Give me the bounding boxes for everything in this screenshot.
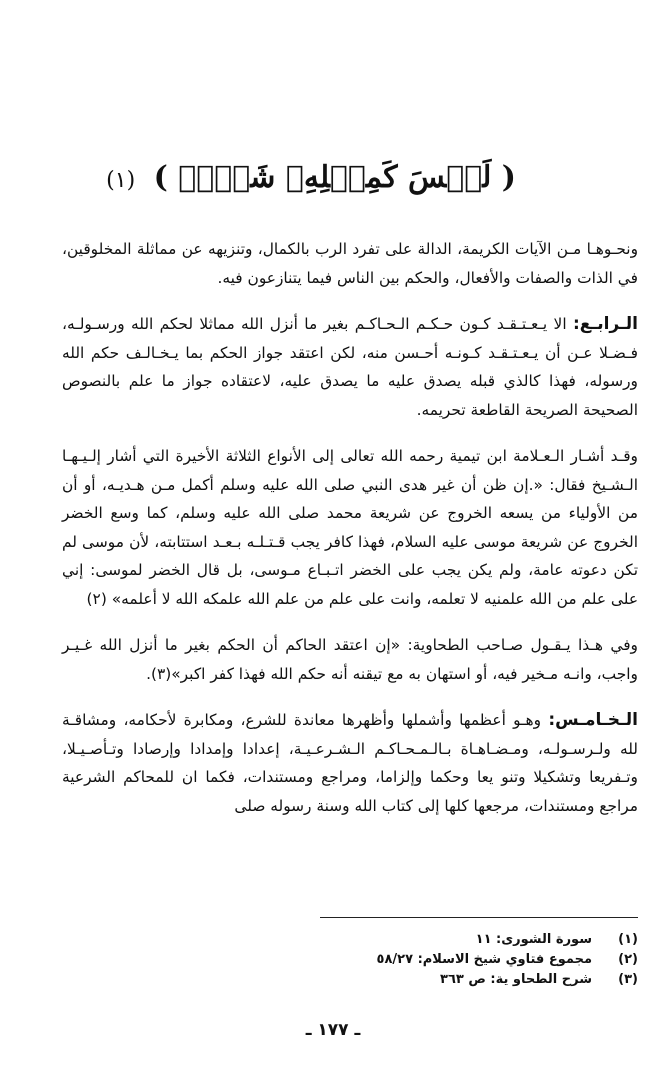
footnote-item [62, 970, 638, 990]
paragraph-5 [62, 706, 638, 820]
verse-text: ( لَيۡسَ كَمِثۡلِهِۦ شَيۡءٞ ) [153, 160, 516, 195]
paragraph-text: الا يـعـتـقـد كـون حـكـم الـحـاكـم بغير ما أنزل الله مماثلا لحكم الله ورسـولـه، فـضـلا عـن أن يـعـتـقـد كـونـه أحـسن منه، لكن اعتقد جواز الحكم بما يـخـالـف حكم الله ورسوله، فهذا كالذي قبله يصدق عليه ما يصدق عليه، لاعتقاده جواز ما علم بالنصوص الصحيحة الصريحة القاطعة تحريمه. [62, 315, 638, 419]
footnote-text: شرح الطحاو ية: ص ٣٦٣ [440, 972, 592, 987]
quranic-verse-heading [106, 160, 516, 195]
footnote-text: مجموع فتاوي شيخ الاسلام: ٥٨/٢٧ [376, 952, 592, 967]
paragraph-text: وقـد أشـار الـعـلامة ابن تيمية رحمه الله تعالى إلى الأنواع الثلاثة الأخيرة التي أشار إلـيـهـا الـشـيخ فقال: «.إن ظن أن غير هدى النبي صلى الله عليه وسلم أكمل مـن هـديـه، أو أن من الأولياء من يسعه الخروج عن شريعة محمد صلى الله عليه وسلم، كما وسع الخضر الخروج عن شريعة موسى عليه السلام، فهذا كافر يجب قـتـلـه بـعـد استتابته، لأن موسى لم تكن دعوته عامة، ولم يكن يجب على الخضر اتـبـاع مـوسى، بل قال الخضر لموسى: إني على علم من الله علمنيه لا تعلمه، وانت على علم من علم الله علمكه الله لا أعلمه» [62, 447, 638, 608]
paragraph-4 [62, 631, 638, 688]
footnote-reference: (٢) [86, 589, 107, 608]
paragraph-text: وهـو أعظمها وأشملها وأظهرها معاندة للشرع، ومكابرة لأحكامه، ومشاقـة لله ولـرسـولـه، ومـضـاهـاة بـالـمـحـاكـم الـشـرعـيـة، إعدادا وإمدادا وإرصادا وتـأصـيـلا، وتـفريعا وتشكيلا وتنو يعا وحكما وإلزاما، ومراجع ومستندات، فكما ان للمحاكم الشرعية مراجع ومستندات، مرجعها كلها إلى كتاب الله وسنة رسوله صلى [62, 711, 638, 815]
paragraph-lead: الـرابـع: [572, 314, 638, 334]
verse-footnote-mark: (١) [106, 168, 136, 193]
body-text [62, 235, 638, 838]
page-number: ـ ١٧٧ ـ [305, 1020, 361, 1040]
footnote-number: (١) [618, 932, 638, 947]
paragraph-text: ونحـوهـا مـن الآيات الكريمة، الدالة على تفرد الرب بالكمال، وتنزيهه عن مماثلة المخلوقين، في الذات والصفات والأفعال، والحكم بين الناس فيما يتنازعون فيه. [62, 240, 638, 287]
paragraph-2 [62, 310, 638, 424]
paragraph-1 [62, 235, 638, 292]
footnote-number: (٣) [618, 972, 638, 987]
footnote-divider [320, 917, 638, 918]
footnote-item [62, 950, 638, 970]
paragraph-lead: الـخـامـس: [548, 710, 638, 730]
paragraph-text: وفي هـذا يـقـول صـاحب الطحاوية: «إن اعتقد الحاكم أن الحكم بغير ما أنزل الله غـيـر واجب، وانـه مـخير فيه، أو استهان به مع تيقنه أنه حكم الله فهذا كفر اكبر» [62, 636, 638, 683]
footnote-text: سورة الشورى: ١١ [475, 932, 592, 947]
footnote-item [62, 930, 638, 950]
footnote-reference: (٣). [146, 664, 172, 683]
footnote-number: (٢) [618, 952, 638, 967]
footnotes [62, 930, 638, 990]
paragraph-3 [62, 442, 638, 613]
